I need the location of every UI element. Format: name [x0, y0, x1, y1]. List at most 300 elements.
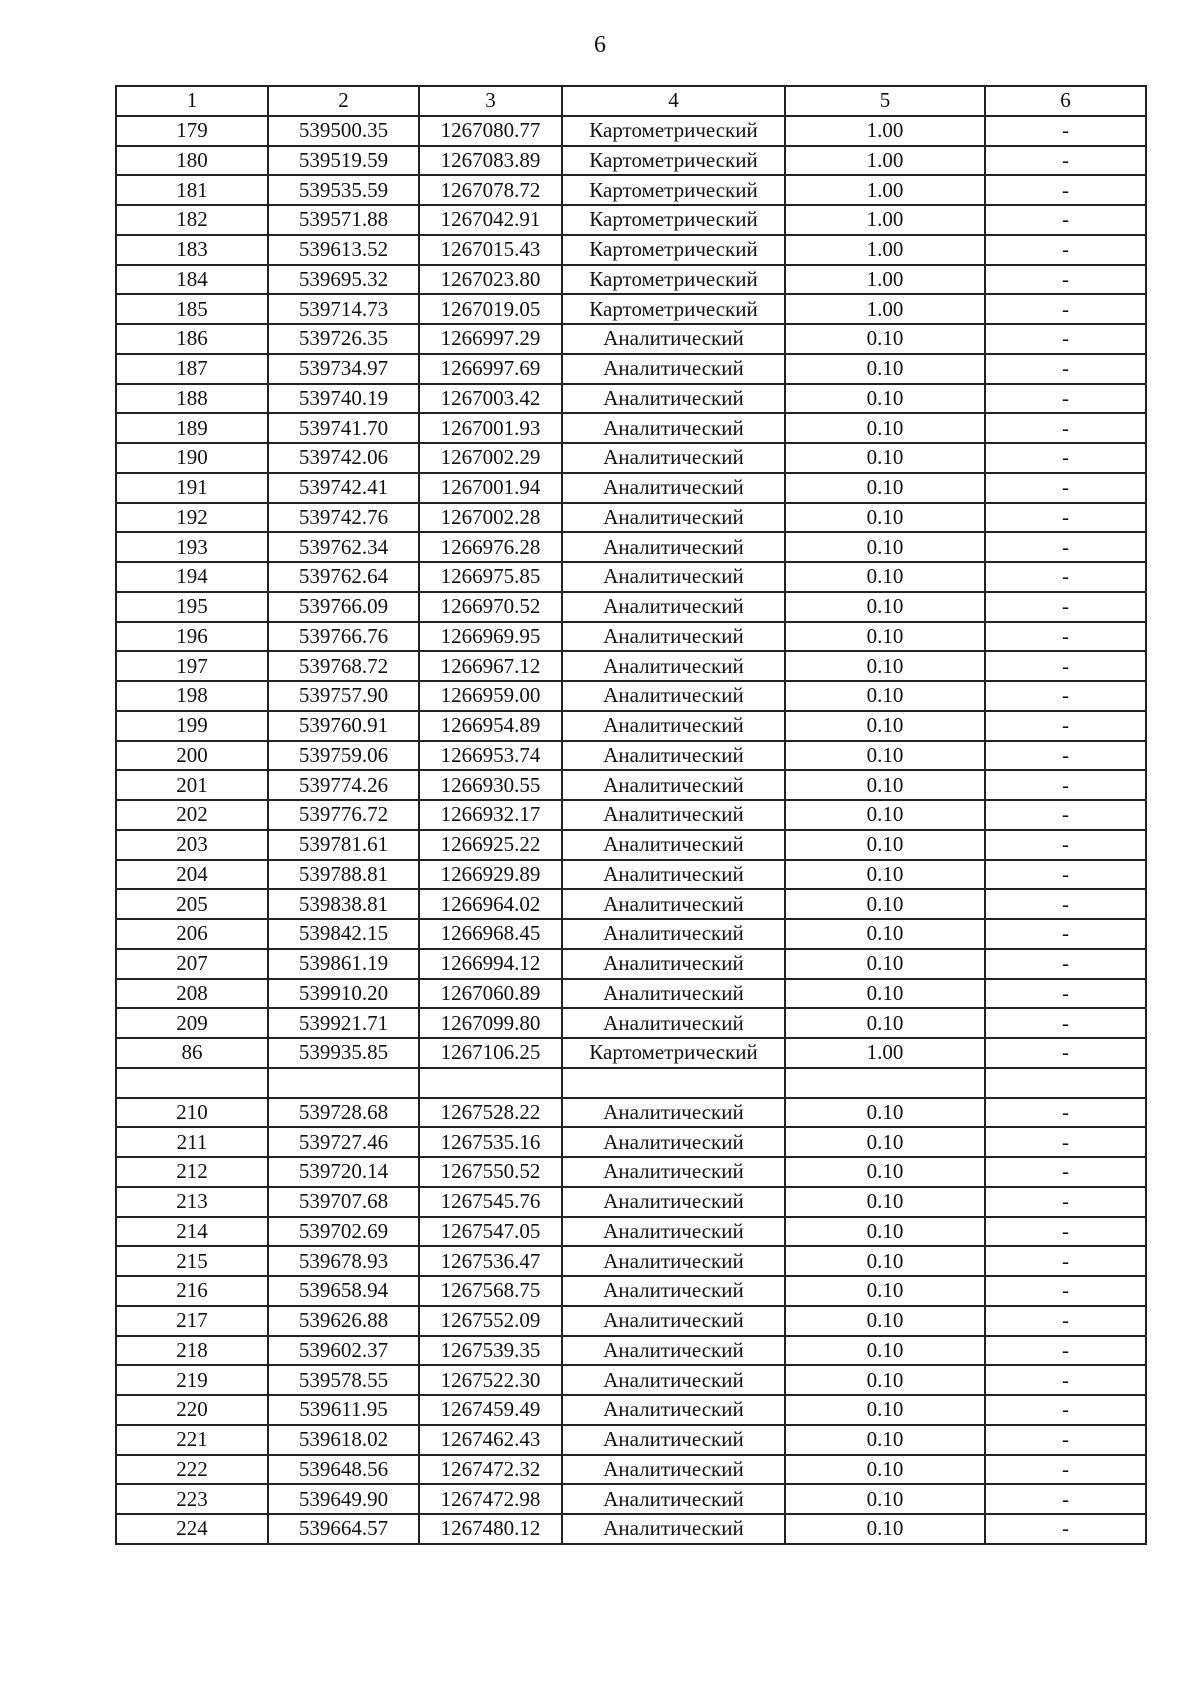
- table-cell: 193: [116, 532, 268, 562]
- table-cell: 0.10: [785, 1365, 985, 1395]
- table-cell: 213: [116, 1187, 268, 1217]
- table-cell: -: [985, 830, 1146, 860]
- coordinates-table: [115, 85, 1147, 1545]
- table-cell: 0.10: [785, 860, 985, 890]
- table-cell: Аналитический: [562, 473, 785, 503]
- table-cell: Аналитический: [562, 443, 785, 473]
- table-row: [116, 681, 1146, 711]
- table-cell: Аналитический: [562, 979, 785, 1009]
- table-cell: 222: [116, 1455, 268, 1485]
- table-cell: 1266929.89: [419, 860, 562, 890]
- table-cell: 189: [116, 413, 268, 443]
- table-cell: 1267003.42: [419, 384, 562, 414]
- table-cell: 0.10: [785, 622, 985, 652]
- table-cell: Аналитический: [562, 532, 785, 562]
- table-cell: 539861.19: [268, 949, 419, 979]
- table-cell: 1267023.80: [419, 265, 562, 295]
- table-cell: -: [985, 1127, 1146, 1157]
- table-cell: 1266997.29: [419, 324, 562, 354]
- table-cell: 1266997.69: [419, 354, 562, 384]
- table-cell: 1267480.12: [419, 1514, 562, 1544]
- table-cell: 187: [116, 354, 268, 384]
- table-cell: 0.10: [785, 562, 985, 592]
- table-cell: -: [985, 1038, 1146, 1068]
- table-cell: 1267002.29: [419, 443, 562, 473]
- table-cell: 539742.06: [268, 443, 419, 473]
- table-row: [116, 503, 1146, 533]
- table-cell: 179: [116, 116, 268, 146]
- table-cell: 1267472.32: [419, 1455, 562, 1485]
- table-row: [116, 354, 1146, 384]
- table-row: [116, 889, 1146, 919]
- table-cell: Аналитический: [562, 503, 785, 533]
- table-cell: 188: [116, 384, 268, 414]
- table-cell: 539762.64: [268, 562, 419, 592]
- table-cell: -: [985, 592, 1146, 622]
- table-cell: 209: [116, 1008, 268, 1038]
- table-cell: 1267060.89: [419, 979, 562, 1009]
- table-cell: [116, 1068, 268, 1098]
- table-cell: 539720.14: [268, 1157, 419, 1187]
- table-cell: 539626.88: [268, 1306, 419, 1336]
- table-row: [116, 205, 1146, 235]
- table-cell: 0.10: [785, 1246, 985, 1276]
- table-cell: -: [985, 889, 1146, 919]
- table-cell: 0.10: [785, 1008, 985, 1038]
- table-cell: Картометрический: [562, 116, 785, 146]
- table-cell: Аналитический: [562, 1157, 785, 1187]
- table-cell: Аналитический: [562, 592, 785, 622]
- table-cell: -: [985, 622, 1146, 652]
- table-cell: 539935.85: [268, 1038, 419, 1068]
- table-cell: -: [985, 949, 1146, 979]
- table-row: [116, 146, 1146, 176]
- table-cell: Аналитический: [562, 1514, 785, 1544]
- table-cell: 0.10: [785, 741, 985, 771]
- table-cell: [268, 1068, 419, 1098]
- table-row: [116, 294, 1146, 324]
- table-cell: 0.10: [785, 1395, 985, 1425]
- table-cell: 1267078.72: [419, 175, 562, 205]
- table-cell: 183: [116, 235, 268, 265]
- table-cell: 205: [116, 889, 268, 919]
- table-cell: 539726.35: [268, 324, 419, 354]
- table-cell: 539658.94: [268, 1276, 419, 1306]
- table-cell: Аналитический: [562, 324, 785, 354]
- table-cell: Аналитический: [562, 1127, 785, 1157]
- table-row: [116, 592, 1146, 622]
- table-cell: 1267001.93: [419, 413, 562, 443]
- table-cell: Аналитический: [562, 770, 785, 800]
- table-row: [116, 235, 1146, 265]
- table-cell: 207: [116, 949, 268, 979]
- table-cell: 198: [116, 681, 268, 711]
- table-cell: Картометрический: [562, 205, 785, 235]
- table-cell: Аналитический: [562, 1187, 785, 1217]
- table-row: [116, 1038, 1146, 1068]
- table-cell: 539613.52: [268, 235, 419, 265]
- table-cell: 539727.46: [268, 1127, 419, 1157]
- table-cell: 1266970.52: [419, 592, 562, 622]
- table-cell: 0.10: [785, 1217, 985, 1247]
- table-cell: 1267522.30: [419, 1365, 562, 1395]
- table-cell: -: [985, 354, 1146, 384]
- table-cell: 1267535.16: [419, 1127, 562, 1157]
- table-cell: 0.10: [785, 651, 985, 681]
- table-cell: 224: [116, 1514, 268, 1544]
- table-cell: Аналитический: [562, 1306, 785, 1336]
- table-cell: -: [985, 235, 1146, 265]
- table-cell: [785, 1068, 985, 1098]
- table-cell: 182: [116, 205, 268, 235]
- table-cell: -: [985, 1365, 1146, 1395]
- table-cell: 539910.20: [268, 979, 419, 1009]
- table-cell: -: [985, 770, 1146, 800]
- table-cell: -: [985, 146, 1146, 176]
- table-cell: 1267552.09: [419, 1306, 562, 1336]
- table-cell: 1266968.45: [419, 919, 562, 949]
- table-cell: 1267528.22: [419, 1098, 562, 1128]
- table-cell: 1.00: [785, 175, 985, 205]
- table-cell: 1266964.02: [419, 889, 562, 919]
- table-row: [116, 443, 1146, 473]
- table-body: [116, 86, 1146, 1544]
- table-cell: -: [985, 1276, 1146, 1306]
- table-cell: 1267550.52: [419, 1157, 562, 1187]
- table-cell: -: [985, 443, 1146, 473]
- table-cell: 0.10: [785, 413, 985, 443]
- table-row: [116, 1514, 1146, 1544]
- header-cell: 1: [116, 86, 268, 116]
- table-cell: 1267539.35: [419, 1336, 562, 1366]
- table-cell: 539762.34: [268, 532, 419, 562]
- table-cell: -: [985, 681, 1146, 711]
- table-cell: Картометрический: [562, 175, 785, 205]
- table-cell: 539742.76: [268, 503, 419, 533]
- table-row: [116, 830, 1146, 860]
- table-cell: 1266959.00: [419, 681, 562, 711]
- table-cell: 539714.73: [268, 294, 419, 324]
- table-cell: Аналитический: [562, 384, 785, 414]
- table-cell: 539788.81: [268, 860, 419, 890]
- table-cell: 221: [116, 1425, 268, 1455]
- table-cell: 539774.26: [268, 770, 419, 800]
- header-cell: 3: [419, 86, 562, 116]
- table-cell: 1267015.43: [419, 235, 562, 265]
- table-cell: 539776.72: [268, 800, 419, 830]
- table-row: [116, 711, 1146, 741]
- table-cell: 1266994.12: [419, 949, 562, 979]
- table-cell: 539664.57: [268, 1514, 419, 1544]
- table-row: [116, 384, 1146, 414]
- table-cell: 0.10: [785, 324, 985, 354]
- table-row: [116, 770, 1146, 800]
- table-cell: -: [985, 205, 1146, 235]
- table-cell: Аналитический: [562, 562, 785, 592]
- table-cell: 1267083.89: [419, 146, 562, 176]
- table-cell: 196: [116, 622, 268, 652]
- table-row: [116, 1365, 1146, 1395]
- table-row: [116, 1306, 1146, 1336]
- table-cell: 1267536.47: [419, 1246, 562, 1276]
- table-cell: Аналитический: [562, 711, 785, 741]
- table-cell: 539702.69: [268, 1217, 419, 1247]
- table-cell: Аналитический: [562, 413, 785, 443]
- table-row: [116, 1068, 1146, 1098]
- table-cell: 539611.95: [268, 1395, 419, 1425]
- table-cell: 1266930.55: [419, 770, 562, 800]
- table-cell: 197: [116, 651, 268, 681]
- table-cell: Картометрический: [562, 235, 785, 265]
- table-cell: 539707.68: [268, 1187, 419, 1217]
- table-cell: 1.00: [785, 265, 985, 295]
- table-cell: -: [985, 413, 1146, 443]
- table-cell: 539740.19: [268, 384, 419, 414]
- table-cell: 192: [116, 503, 268, 533]
- table-row: [116, 741, 1146, 771]
- table-cell: -: [985, 1455, 1146, 1485]
- table-cell: 539618.02: [268, 1425, 419, 1455]
- table-cell: 539766.09: [268, 592, 419, 622]
- table-cell: 204: [116, 860, 268, 890]
- table-cell: Аналитический: [562, 800, 785, 830]
- table-cell: Аналитический: [562, 1217, 785, 1247]
- table-row: [116, 1425, 1146, 1455]
- table-cell: 539757.90: [268, 681, 419, 711]
- table-cell: 199: [116, 711, 268, 741]
- table-cell: 1266925.22: [419, 830, 562, 860]
- table-cell: Аналитический: [562, 1276, 785, 1306]
- table-cell: -: [985, 1514, 1146, 1544]
- table-cell: 218: [116, 1336, 268, 1366]
- table-cell: 190: [116, 443, 268, 473]
- table-cell: Картометрический: [562, 146, 785, 176]
- table-cell: 539678.93: [268, 1246, 419, 1276]
- table-cell: 539695.32: [268, 265, 419, 295]
- table-row: [116, 1336, 1146, 1366]
- table-cell: -: [985, 562, 1146, 592]
- table-cell: 0.10: [785, 919, 985, 949]
- table-cell: 217: [116, 1306, 268, 1336]
- table-cell: 206: [116, 919, 268, 949]
- table-cell: 1.00: [785, 205, 985, 235]
- table-cell: 0.10: [785, 830, 985, 860]
- table-row: [116, 651, 1146, 681]
- table-cell: Аналитический: [562, 1246, 785, 1276]
- table-cell: 203: [116, 830, 268, 860]
- table-cell: 539768.72: [268, 651, 419, 681]
- header-cell: 5: [785, 86, 985, 116]
- table-cell: 212: [116, 1157, 268, 1187]
- table-cell: Аналитический: [562, 889, 785, 919]
- table-cell: 0.10: [785, 800, 985, 830]
- table-cell: [419, 1068, 562, 1098]
- table-cell: 0.10: [785, 979, 985, 1009]
- table-row: [116, 473, 1146, 503]
- table-cell: -: [985, 265, 1146, 295]
- table-cell: -: [985, 294, 1146, 324]
- table-cell: Аналитический: [562, 1336, 785, 1366]
- table-cell: Аналитический: [562, 1455, 785, 1485]
- table-cell: 0.10: [785, 1127, 985, 1157]
- table-cell: 539734.97: [268, 354, 419, 384]
- table-cell: Аналитический: [562, 1008, 785, 1038]
- table-cell: 1267545.76: [419, 1187, 562, 1217]
- table-cell: -: [985, 473, 1146, 503]
- table-cell: -: [985, 651, 1146, 681]
- table-cell: 200: [116, 741, 268, 771]
- table-row: [116, 265, 1146, 295]
- table-cell: [562, 1068, 785, 1098]
- table-cell: 0.10: [785, 1306, 985, 1336]
- table-cell: -: [985, 503, 1146, 533]
- table-cell: 0.10: [785, 949, 985, 979]
- table-cell: 1267080.77: [419, 116, 562, 146]
- table-cell: 1266976.28: [419, 532, 562, 562]
- table-cell: 1266967.12: [419, 651, 562, 681]
- table-cell: 1267472.98: [419, 1484, 562, 1514]
- table-cell: -: [985, 711, 1146, 741]
- table-cell: 539648.56: [268, 1455, 419, 1485]
- table-cell: -: [985, 1425, 1146, 1455]
- table-cell: [985, 1068, 1146, 1098]
- table-cell: 0.10: [785, 354, 985, 384]
- table-cell: Аналитический: [562, 1395, 785, 1425]
- table-cell: -: [985, 1306, 1146, 1336]
- table-cell: 539578.55: [268, 1365, 419, 1395]
- table-row: [116, 1276, 1146, 1306]
- table-cell: -: [985, 860, 1146, 890]
- table-cell: Аналитический: [562, 741, 785, 771]
- table-cell: 1267019.05: [419, 294, 562, 324]
- table-cell: 216: [116, 1276, 268, 1306]
- table-row: [116, 1217, 1146, 1247]
- table-cell: Аналитический: [562, 681, 785, 711]
- table-cell: 202: [116, 800, 268, 830]
- table-row: [116, 979, 1146, 1009]
- table-cell: -: [985, 1484, 1146, 1514]
- table-cell: 0.10: [785, 1157, 985, 1187]
- table-cell: -: [985, 532, 1146, 562]
- table-row: [116, 860, 1146, 890]
- table-cell: 1.00: [785, 146, 985, 176]
- table-cell: Аналитический: [562, 949, 785, 979]
- header-cell: 2: [268, 86, 419, 116]
- table-row: [116, 1157, 1146, 1187]
- table-cell: 539921.71: [268, 1008, 419, 1038]
- table-cell: -: [985, 324, 1146, 354]
- table-row: [116, 1455, 1146, 1485]
- table-cell: -: [985, 1098, 1146, 1128]
- table-row: [116, 919, 1146, 949]
- table-cell: 539838.81: [268, 889, 419, 919]
- table-cell: 208: [116, 979, 268, 1009]
- table-cell: 201: [116, 770, 268, 800]
- table-cell: Аналитический: [562, 1425, 785, 1455]
- table-cell: 1267462.43: [419, 1425, 562, 1455]
- table-cell: 1266953.74: [419, 741, 562, 771]
- table-cell: 184: [116, 265, 268, 295]
- table-cell: 539602.37: [268, 1336, 419, 1366]
- table-cell: -: [985, 1217, 1146, 1247]
- table-cell: 539500.35: [268, 116, 419, 146]
- table-cell: 539741.70: [268, 413, 419, 443]
- table-cell: 539571.88: [268, 205, 419, 235]
- table-row: [116, 532, 1146, 562]
- table-cell: 539728.68: [268, 1098, 419, 1128]
- table-cell: -: [985, 1008, 1146, 1038]
- table-cell: -: [985, 1157, 1146, 1187]
- table-cell: -: [985, 1336, 1146, 1366]
- table-cell: 191: [116, 473, 268, 503]
- table-cell: 1267106.25: [419, 1038, 562, 1068]
- header-cell: 4: [562, 86, 785, 116]
- table-row: [116, 1098, 1146, 1128]
- table-cell: Аналитический: [562, 1484, 785, 1514]
- table-cell: 195: [116, 592, 268, 622]
- table-row: [116, 175, 1146, 205]
- table-cell: 0.10: [785, 592, 985, 622]
- table-cell: 1.00: [785, 116, 985, 146]
- table-cell: 219: [116, 1365, 268, 1395]
- table-cell: Аналитический: [562, 622, 785, 652]
- table-cell: 0.10: [785, 1484, 985, 1514]
- table-cell: 1267099.80: [419, 1008, 562, 1038]
- table-cell: Картометрический: [562, 1038, 785, 1068]
- table-cell: -: [985, 1395, 1146, 1425]
- table-cell: -: [985, 979, 1146, 1009]
- table-cell: 1267568.75: [419, 1276, 562, 1306]
- table-cell: 0.10: [785, 889, 985, 919]
- table-cell: Картометрический: [562, 294, 785, 324]
- table-cell: 0.10: [785, 384, 985, 414]
- table-cell: 223: [116, 1484, 268, 1514]
- table-cell: 186: [116, 324, 268, 354]
- header-cell: 6: [985, 86, 1146, 116]
- table-cell: 180: [116, 146, 268, 176]
- table-cell: 1266969.95: [419, 622, 562, 652]
- table-cell: Аналитический: [562, 830, 785, 860]
- table-cell: 0.10: [785, 1276, 985, 1306]
- table-row: [116, 116, 1146, 146]
- table-cell: 539766.76: [268, 622, 419, 652]
- table-cell: 1266932.17: [419, 800, 562, 830]
- table-cell: -: [985, 1187, 1146, 1217]
- table-cell: 185: [116, 294, 268, 324]
- table-cell: -: [985, 800, 1146, 830]
- table-cell: 1267459.49: [419, 1395, 562, 1425]
- table-cell: 539759.06: [268, 741, 419, 771]
- page-number: 6: [594, 32, 606, 58]
- header-row: [116, 86, 1146, 116]
- table-cell: 1267042.91: [419, 205, 562, 235]
- table-cell: 215: [116, 1246, 268, 1276]
- table-cell: 0.10: [785, 1425, 985, 1455]
- table-cell: 181: [116, 175, 268, 205]
- table-cell: 86: [116, 1038, 268, 1068]
- table-row: [116, 622, 1146, 652]
- table-cell: 1267001.94: [419, 473, 562, 503]
- table-cell: -: [985, 384, 1146, 414]
- table-cell: 0.10: [785, 532, 985, 562]
- table-row: [116, 1127, 1146, 1157]
- table-cell: Аналитический: [562, 354, 785, 384]
- table-cell: Аналитический: [562, 651, 785, 681]
- table-cell: 0.10: [785, 503, 985, 533]
- table-cell: 539519.59: [268, 146, 419, 176]
- table-cell: -: [985, 1246, 1146, 1276]
- table-cell: -: [985, 116, 1146, 146]
